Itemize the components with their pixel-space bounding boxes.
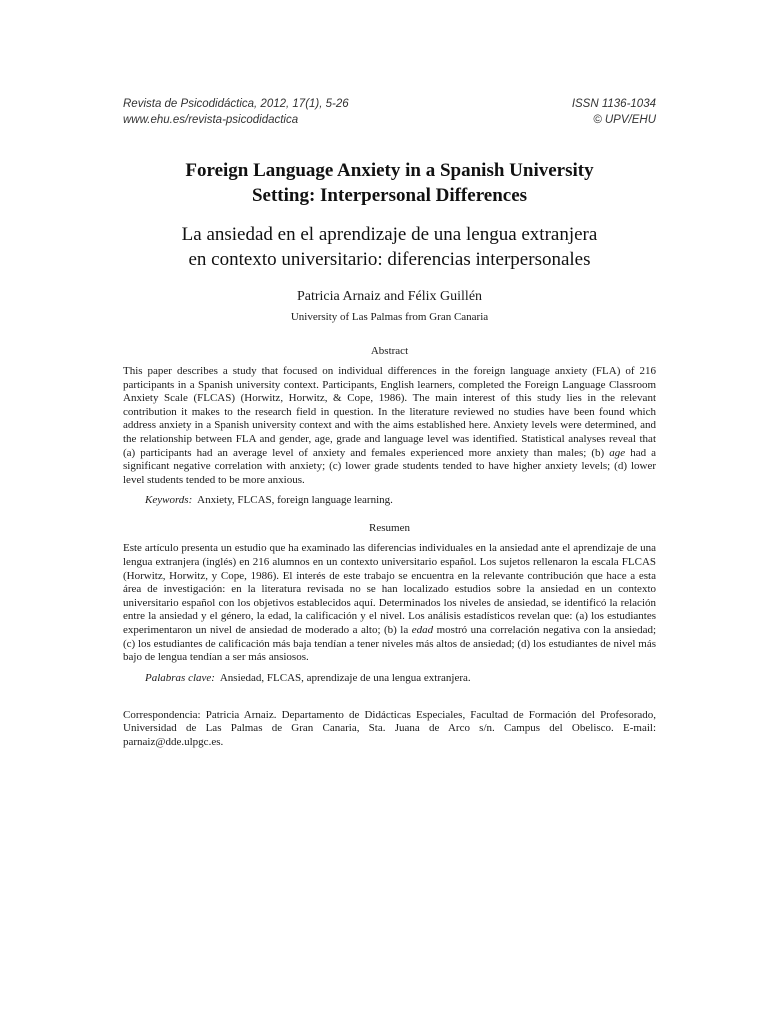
correspondence: Correspondencia: Patricia Arnaiz. Departamento de Didácticas Especiales, Facultad de Formación del Profesorado, Universidad de Las Palmas de Gran Canaria, Sta. Juana de Arco s/n. Campus del Obelisco. E-mail: parnaiz@dde.ulpgc.es. [123, 708, 656, 749]
affiliation: University of Las Palmas from Gran Canaria [290, 311, 489, 323]
journal-url: www.ehu.es/revista-psicodidactica [123, 114, 299, 126]
issn: ISSN 1136-1034 [571, 98, 656, 110]
resumen-text [123, 542, 656, 664]
english-title [123, 158, 656, 208]
copyright: © UPV/EHU [593, 114, 656, 126]
palabras-clave [123, 671, 656, 685]
journal-rights [572, 96, 656, 128]
article-first-page [123, 96, 656, 750]
resumen-edad-term: edad [411, 623, 434, 636]
spanish-title-line-1: La ansiedad en el aprendizaje de una lengua extranjera [181, 224, 598, 245]
resumen-heading: Resumen [369, 522, 410, 535]
journal-header [123, 96, 656, 128]
abstract-age-term: age [609, 446, 626, 459]
abstract-text-part-1: This paper describes a study that focused on individual differences in the foreign language anxiety (FLA) of 216 participants in a Spanish university context. Participants, English learners, completed the Foreign Language Classroom Anxiety Scale (FLCAS) (Horwitz, Horwitz, & Cope, 1986). The main interest of this study lies in the relevant contribution it makes to the research field in question. In the literature reviewed no studies have been found which address anxiety in a Spanish university context and with the aims established here. Anxiety levels were determined, and the relationship between FLA and gender, age, grade and language level was identified. Statistical analyses reveal that (a) participants had an average level of anxiety and females experienced more anxiety than males; (b) [123, 365, 656, 459]
keywords-label: Keywords: [145, 494, 193, 507]
resumen-text-part-1: Este artículo presenta un estudio que ha examinado las diferencias individuales en la ansiedad ante el aprendizaje de una lengua extranjera (inglés) en 216 alumnos en un contexto universitario español. Los sujetos rellenaron la escala FLCAS (Horwitz, Horwitz, y Cope, 1986). El interés de este trabajo se encuentra en la relevante contribución que hace a esta área de investigación: en la literatura revisada no se han localizado estudios sobre la ansiedad en un contexto universitario español con los objetivos establecidos aquí. Determinados los niveles de ansiedad, se identificó la relación entre la ansiedad y el género, la edad, la calificación y el nivel. Los análisis estadísticos revelan que: (a) los estudiantes experimentaron un nivel de ansiedad de moderado a alto; (b) la [123, 542, 656, 636]
spanish-title [123, 222, 656, 272]
keywords [123, 493, 656, 507]
abstract-text-part-2: had a significant negative correlation with anxiety; (c) lower grade students tended to have higher anxiety levels; (d) lower level students tended to be more anxious. [123, 446, 657, 486]
resumen-text-part-2: mostró una correlación negativa con la ansiedad; (c) los estudiantes de calificación más baja tendían a tener niveles más altos de ansiedad; (d) los estudiantes de nivel más bajo de lengua tendían a ser más ansiosos. [123, 623, 657, 664]
english-title-line-1: Foreign Language Anxiety in a Spanish University [185, 160, 594, 181]
keywords-list: Anxiety, FLCAS, foreign language learning. [197, 494, 393, 507]
abstract-heading: Abstract [370, 345, 409, 357]
english-title-line-2: Setting: Interpersonal Differences [251, 185, 528, 206]
journal-info [123, 96, 349, 128]
authors: Patricia Arnaiz and Félix Guillén [296, 289, 483, 304]
palabras-clave-list: Ansiedad, FLCAS, aprendizaje de una lengua extranjera. [219, 671, 471, 684]
palabras-clave-label: Palabras clave: [145, 671, 215, 684]
spanish-title-line-2: en contexto universitario: diferencias interpersonales [188, 249, 591, 270]
abstract-text [123, 365, 656, 487]
journal-citation: Revista de Psicodidáctica, 2012, 17(1), 5-26 [123, 98, 349, 110]
